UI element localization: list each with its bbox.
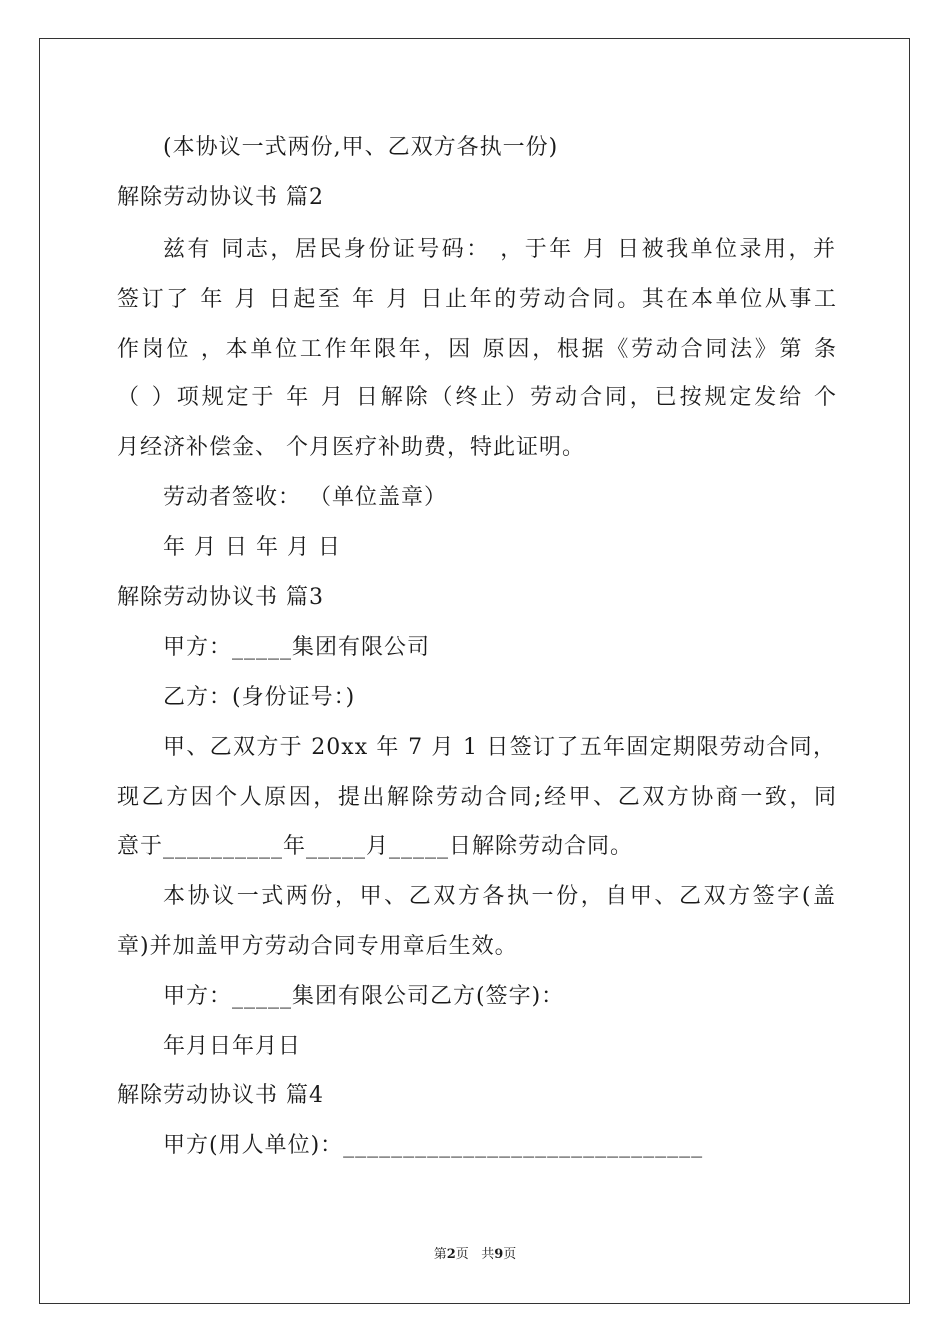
- paragraph-line: 作岗位 ，本单位工作年限年，因 原因，根据《劳动合同法》第 条: [117, 337, 837, 362]
- footer-middle: 页 共: [455, 1247, 495, 1262]
- page-border: [39, 38, 910, 1304]
- party-b-line: 乙方：(身份证号：): [163, 685, 356, 710]
- paragraph-line: 月经济补偿金、 个月医疗补助费，特此证明。: [117, 435, 585, 460]
- paragraph-line: 本协议一式两份，甲、乙双方各执一份，自甲、乙双方签字(盖: [163, 884, 836, 909]
- signature-line: 劳动者签收： （单位盖章）: [163, 485, 447, 510]
- party-a-line: 甲方(用人单位)：______________________________: [163, 1133, 704, 1158]
- paragraph-line: 签订了 年 月 日起至 年 月 日止年的劳动合同。其在本单位从事工: [117, 287, 837, 312]
- date-line: 年 月 日 年 月 日: [163, 535, 341, 560]
- paragraph-line: 兹有 同志，居民身份证号码： ，于年 月 日被我单位录用，并: [163, 237, 836, 262]
- footer-page-number: 2: [446, 1247, 456, 1262]
- date-line: 年月日年月日: [163, 1034, 302, 1059]
- paragraph-line: 意于__________年_____月_____日解除劳动合同。: [117, 834, 634, 859]
- footer-prefix: 第: [433, 1247, 447, 1262]
- paragraph-line: 章)并加盖甲方劳动合同专用章后生效。: [117, 934, 518, 959]
- paragraph-line: 现乙方因个人原因，提出解除劳动合同;经甲、乙双方协商一致，同: [117, 785, 837, 810]
- party-a-line: 甲方：_____集团有限公司: [163, 635, 431, 660]
- signature-line: 甲方：_____集团有限公司乙方(签字)：: [163, 984, 565, 1009]
- paragraph-line: （ ）项规定于 年 月 日解除（终止）劳动合同，已按规定发给 个: [117, 385, 837, 410]
- page-footer: [0, 1246, 950, 1264]
- footer-suffix: 页: [503, 1247, 517, 1262]
- section-heading-4: 解除劳动协议书 篇4: [117, 1083, 324, 1108]
- paragraph-copies-note: (本协议一式两份,甲、乙双方各执一份): [163, 135, 559, 160]
- paragraph-line: 甲、乙双方于 20xx 年 7 月 1 日签订了五年固定期限劳动合同，: [163, 735, 836, 760]
- section-heading-3: 解除劳动协议书 篇3: [117, 585, 324, 610]
- footer-total-pages: 9: [494, 1247, 504, 1262]
- section-heading-2: 解除劳动协议书 篇2: [117, 185, 324, 210]
